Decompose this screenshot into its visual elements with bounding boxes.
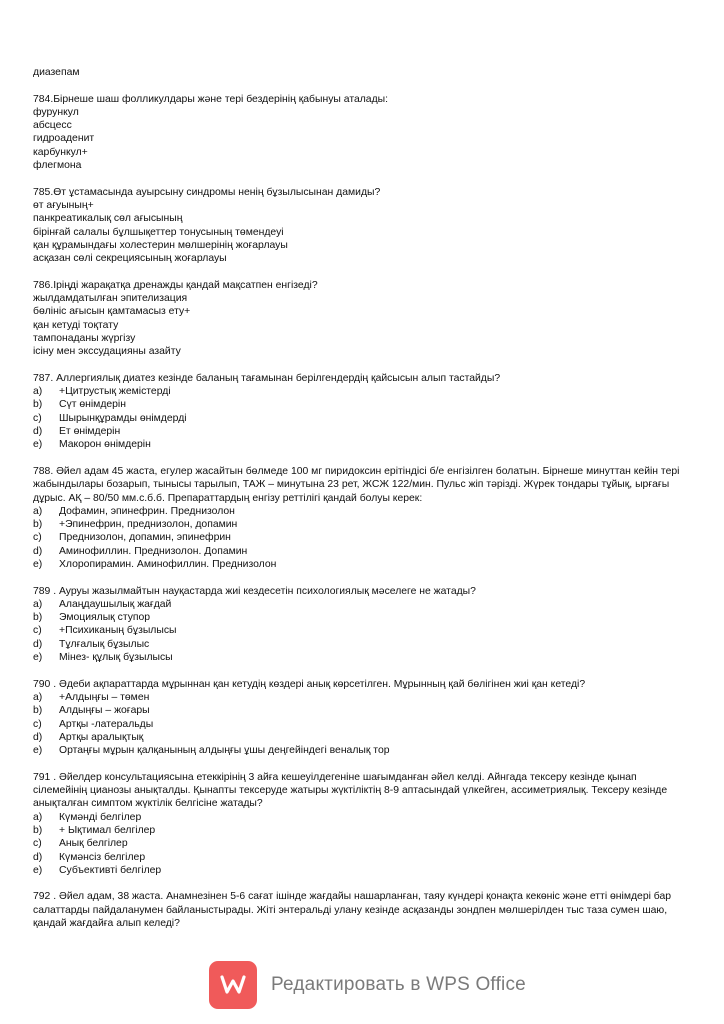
wps-w-icon <box>218 970 248 1000</box>
options-790 <box>33 691 693 757</box>
question-787: 787. Аллергиялық диатез кезінде баланың тағамынан берілгендердің қайсысын алып тастайды? <box>33 372 501 384</box>
answer-line: гидроаденит <box>33 133 95 145</box>
option-c: c) Анық белгілер <box>33 838 128 850</box>
wps-edit-label[interactable]: Редактировать в WPS Office <box>271 974 526 995</box>
answer-line: қан құрамындағы холестерин мөлшерінің жоғарлауы <box>33 239 288 251</box>
option-b: b) Алдыңғы – жоғары <box>33 705 150 717</box>
option-d: d) Артқы аралықтық <box>33 731 144 743</box>
option-e: e) Макорон өнімдерін <box>33 439 151 451</box>
answer-line: ісіну мен экссудацияны азайту <box>33 346 181 358</box>
option-a: a) Күмәнді белгілер <box>33 811 142 823</box>
option-d: d) Тұлғалық бұзылыс <box>33 638 150 650</box>
answer-line: тампонаданы жүргізу <box>33 332 136 344</box>
options-788 <box>33 505 693 571</box>
answer-line: өт ағуының+ <box>33 199 94 211</box>
answer-line: абсцесс <box>33 120 72 132</box>
option-e: e) Ортаңғы мұрын қалқанының алдыңғы ұшы деңгейіндегі веналық тор <box>33 745 390 757</box>
option-c: c) Шырынқұрамды өнімдерді <box>33 412 187 424</box>
answer-line: қан кетуді тоқтату <box>33 319 119 331</box>
answer-line: флегмона <box>33 160 82 172</box>
option-a: a) Алаңдаушылық жағдай <box>33 598 172 610</box>
answer-line: бөлініс ағысын қамтамасыз ету+ <box>33 306 191 318</box>
answer-line: фурункул <box>33 106 79 118</box>
question-791: 791 . Әйелдер консультациясына етеккірінің 3 айға кешеуілдегеніне шағымданған әйел келді. Айнгада тексеру кезінде қынап сілемейінің цианозы анықталды. Қынапты тексеруде жатыры жүктіліктің 8-9 аптасындай үлкейген, ассиметриялық. Тексеру кезінде анықталған симптом жүктілік белгісіне жатады? <box>33 771 668 810</box>
option-d: d) Ет өнімдерін <box>33 426 121 438</box>
options-789 <box>33 598 693 664</box>
wps-logo-icon[interactable] <box>209 961 257 1009</box>
question-790: 790 . Әдеби ақпараттарда мұрыннан қан кетудің көздері анық көрсетілген. Мұрынның қай бөлігінен жиі қан кетеді? <box>33 678 586 690</box>
answer-line: карбункул+ <box>33 146 88 158</box>
option-a: a) +Цитрустық жемістерді <box>33 386 171 398</box>
option-b: b) Эмоциялық ступор <box>33 612 151 624</box>
options-791 <box>33 811 693 877</box>
option-c: c) Преднизолон, допамин, эпинефрин <box>33 532 231 544</box>
option-e: e) Субъективті белгілер <box>33 864 162 876</box>
text-line: диазепам <box>33 67 80 78</box>
answer-line: асқазан сөлі секрециясының жоғарлауы <box>33 253 227 265</box>
options-787 <box>33 385 693 451</box>
answer-line: бірінғай салалы бұлшықеттер тонусының төмендеуі <box>33 226 284 238</box>
option-e: e) Хлоропирамин. Аминофиллин. Преднизолон <box>33 558 277 570</box>
option-e: e) Мінез- құлық бұзылысы <box>33 652 173 664</box>
option-d: d) Аминофиллин. Преднизолон. Допамин <box>33 545 248 557</box>
option-b: b) Сүт өнімдерін <box>33 399 126 411</box>
question-788: 788. Әйел адам 45 жаста, егулер жасайтын бөлмеде 100 мг пиридоксин ерітіндісі б/е енгізілген болатын. Бірнеше минуттан кейін тері жабындылары бозарып, тынысы тарылып, ТАЖ – минутына 23 рет, ЖСЖ 122/мин. Пульс жіп тәрізді. Жүрек тондары тұйық, ырғағы дұрыс. АҚ – 80/50 мм.с.б.б. Препараттардың енгізу реттілігі қандай болуы керек: <box>33 465 680 504</box>
option-d: d) Күмәнсіз белгілер <box>33 851 146 863</box>
wps-edit-banner[interactable] <box>209 961 526 1009</box>
answer-line: панкреатикалық сөл ағысының <box>33 213 183 225</box>
question-792: 792 . Әйел адам, 38 жаста. Анамнезінен 5-6 сағат ішінде жағдайы нашарланған, таяу күндері қонақта кекөніс және етті өнімдері бар салаттарды пайдаланумен байланыстырады. Жіті энтеральді улану кезінде асқазанды зондпен мөлшерілден тыс таза сумен шаю, қандай жағдайға алып келеді? <box>33 891 672 929</box>
question-785: 785.Өт ұстамасында ауырсыну синдромы ненің бұзылысынан дамиды? <box>33 186 381 198</box>
question-786: 786.Іріңді жарақатқа дренажды қандай мақсатпен енгізеді? <box>33 279 318 291</box>
option-c: c) Артқы -латеральды <box>33 718 154 730</box>
option-b: b) +Эпинефрин, преднизолон, допамин <box>33 519 238 531</box>
question-784: 784.Бірнеше шаш фолликулдары және тері бездерінің қабынуы аталады: <box>33 93 388 105</box>
document-page <box>33 66 693 930</box>
option-a: a) Дофамин, эпинефрин. Преднизолон <box>33 505 235 517</box>
option-b: b) + Ықтимал белгілер <box>33 824 156 836</box>
answer-line: жылдамдатылған эпителизация <box>33 293 188 305</box>
question-789: 789 . Ауруы жазылмайтын науқастарда жиі кездесетін психологиялық мәселеге не жатады? <box>33 585 476 597</box>
option-a: a) +Алдыңғы – төмен <box>33 691 150 703</box>
option-c: c) +Психиканың бұзылысы <box>33 625 177 637</box>
